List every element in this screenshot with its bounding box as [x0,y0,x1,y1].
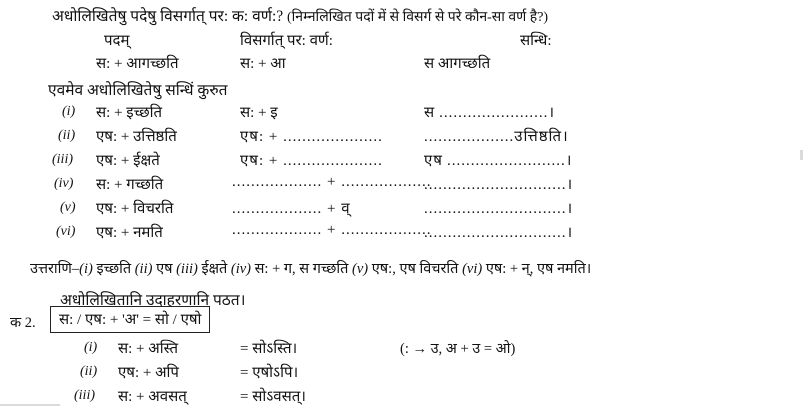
row-padam: एष: + नमति [96,225,163,241]
row-right: एष .........................। [424,153,573,169]
example-result: = सोऽवसत्। [240,389,306,405]
row-number: (vi) [56,224,76,239]
example-result: = एषोऽपि। [240,365,299,381]
row-right: ..............................। [424,201,574,217]
answer-text: स: + ग, स गच्छति [254,261,349,277]
row-number: (iii) [52,152,73,167]
header-sandhih: सन्धि: [520,33,552,49]
header-visargat-param-varnah: विसर्गात् पर: वर्ण: [240,33,333,49]
header-padam: पदम् [104,33,130,49]
row-right: स .......................। [424,105,556,121]
answer-text: एष: + न्, एष नमति। [485,261,592,277]
example-number: (iii) [74,388,95,403]
row-padam: एष: + उत्तिष्ठति [96,129,177,145]
answer-number: (i) [79,261,93,277]
question-title [52,4,548,26]
answers-line [30,258,591,278]
sample-row-sandhi: स आगच्छति [424,56,491,72]
example-left: स: + अवसत् [118,389,187,405]
answer-text: ईक्षते [201,261,228,277]
answers-label: उत्तराणि– [30,261,80,277]
row-padam: स: + इच्छति [96,105,163,121]
row-mid: एष: + ..................... [240,129,383,145]
example-note: (: → उ, अ + उ = ओ) [400,341,516,357]
answer-text: एष:, एष विचरति [371,261,459,277]
scan-artifact [0,404,60,406]
sample-row-varnah: स: + आ [240,56,286,72]
row-right: ...................उत्तिष्ठति। [424,129,569,145]
scan-artifact [800,150,803,160]
example-number: (i) [84,340,98,355]
row-number: (iv) [54,176,74,191]
row-right: ..............................। [424,225,574,241]
instruction-evameva: एवमेव अधोलिखितेषु सन्धिं कुरुत [48,82,228,99]
row-mid: ................... + व् [232,201,351,217]
answer-number: (iii) [176,261,198,277]
answer-number: (ii) [134,261,153,277]
rule-formula: स: / एष: + 'अ' = सो / एषो [59,312,202,328]
row-mid: स: + इ [240,105,278,121]
row-right: ..............................। [424,177,574,193]
row-number: (v) [60,200,76,215]
answer-text: इच्छति [96,261,132,277]
sample-row-padam: स: + आगच्छति [96,56,179,72]
instruction-read-examples: अधोलिखितानि उदाहरणानि पठत। [60,292,246,309]
row-number: (ii) [58,128,76,143]
answer-number: (iv) [230,261,251,277]
row-mid: एष: + ..................... [240,153,383,169]
row-padam: एष: + विचरति [96,201,174,217]
row-number: (i) [62,104,76,119]
answer-number: (vi) [462,261,483,277]
answer-number: (v) [352,261,369,277]
question-sanskrit: अधोलिखितेषु पदेषु विसर्गात् पर: क: वर्ण:? [52,8,284,25]
rule-formula-box [50,306,210,333]
example-left: स: + अस्ति [118,341,178,357]
row-padam: एष: + ईक्षते [96,153,160,169]
row-mid: ................... + ................... [232,222,432,238]
question-hindi: (निम्नलिखित पदों में से विसर्ग से परे कौन-सा वर्ण है?) [287,10,549,25]
row-padam: स: + गच्छति [96,177,164,193]
example-left: एष: + अपि [118,365,179,381]
example-number: (ii) [80,364,98,379]
answer-text: एष [156,261,173,277]
row-mid: ................... + ................... [232,174,432,190]
example-result: = सोऽस्ति। [240,341,298,357]
rule-number: क 2. [10,315,36,331]
